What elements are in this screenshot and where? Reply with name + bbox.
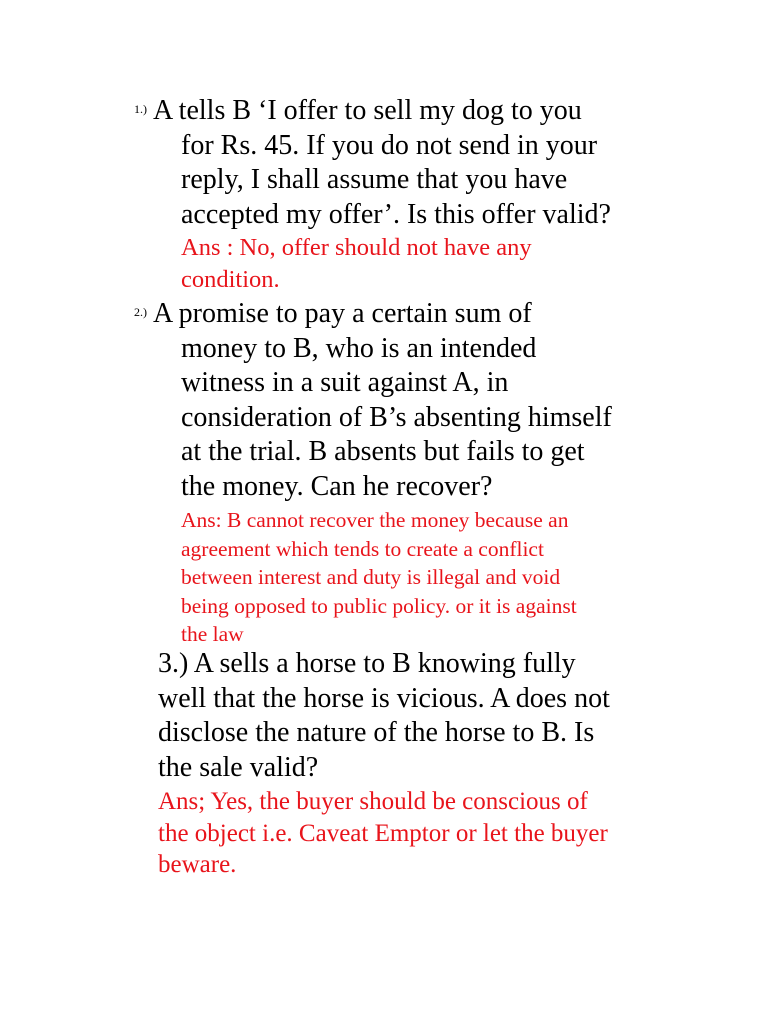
answer-line: agreement which tends to create a conflict [181, 536, 544, 561]
question-line: disclose the nature of the horse to B. Is [158, 717, 595, 748]
question-text: A tells B ‘I offer to sell my dog to you [153, 95, 582, 126]
question-line: accepted my offer’. Is this offer valid? [181, 198, 611, 230]
answer-2 [134, 506, 612, 649]
question-line: at the trial. B absents but fails to get [181, 436, 585, 467]
item-number: 1.) [134, 102, 147, 116]
question-text: A promise to pay a certain sum of [153, 298, 532, 329]
question-line: the money. Can he recover? [181, 470, 493, 502]
answer-line: condition. [181, 266, 280, 293]
qa-item-1 [134, 92, 611, 296]
answer-line: being opposed to public policy. or it is against [181, 593, 577, 618]
answer-line: the law [181, 622, 244, 647]
answer-line: Ans : No, offer should not have any [181, 234, 532, 261]
question-line [134, 92, 611, 129]
answer-line: between interest and duty is illegal and void [181, 565, 561, 590]
question-line [134, 295, 612, 332]
question-line: well that the horse is vicious. A does not [158, 682, 610, 714]
question-2 [134, 295, 612, 504]
item-number: 2.) [134, 305, 147, 319]
qa-item-2 [134, 295, 612, 649]
qa-item-3 [158, 647, 610, 881]
question-3 [158, 647, 610, 785]
question-1 [134, 92, 611, 232]
answer-3 [158, 786, 610, 881]
answer-line: Ans: B cannot recover the money because an [181, 508, 569, 532]
question-line: 3.) A sells a horse to B knowing fully [158, 648, 576, 679]
answer-line: Ans; Yes, the buyer should be conscious of [158, 788, 588, 815]
question-line: the sale valid? [158, 751, 319, 783]
question-line: money to B, who is an intended [181, 332, 537, 364]
question-line: witness in a suit against A, in [181, 367, 509, 398]
answer-1 [134, 232, 611, 296]
question-line: for Rs. 45. If you do not send in your [181, 129, 598, 161]
question-line: consideration of B’s absenting himself [181, 401, 612, 433]
question-line: reply, I shall assume that you have [181, 164, 568, 195]
answer-line: the object i.e. Caveat Emptor or let the buyer [158, 819, 608, 847]
answer-line: beware. [158, 851, 237, 878]
